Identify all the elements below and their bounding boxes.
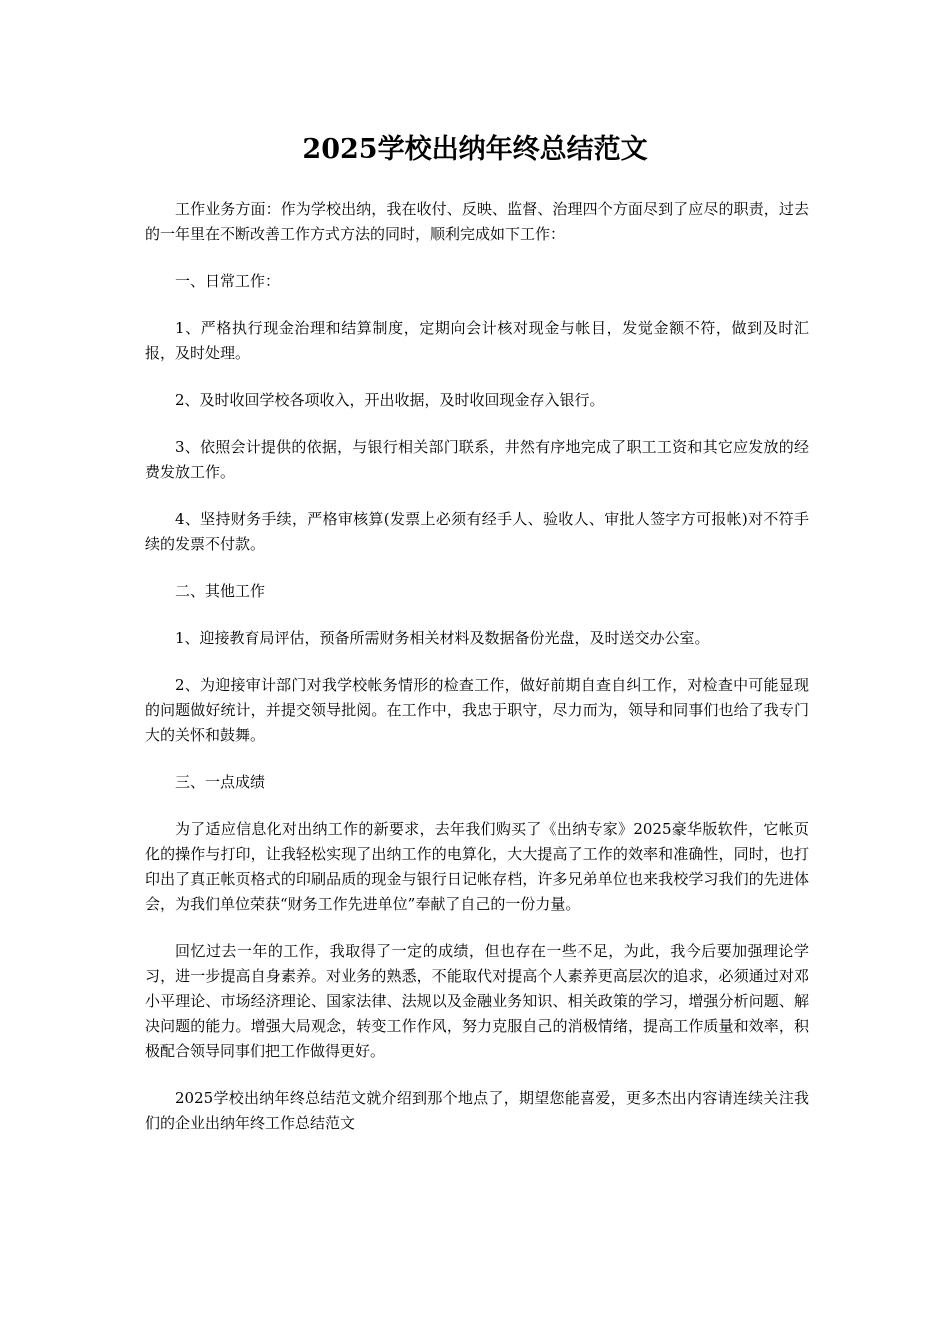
section-heading-achievements: 三、一点成绩	[175, 773, 266, 791]
paragraph-other-1: 1、迎接教育局评估，预备所需财务相关材料及数据备份光盘，及时送交办公室。	[175, 629, 710, 647]
paragraph-review: 回忆过去一年的工作，我取得了一定的成绩，但也存在一些不足，为此，我今后要加强理论学习，进一步提高自身素养。对业务的熟悉，不能取代对提高个人素养更高层次的追求，必须通过对邓小平理论、市场经济理论、国家法律、法规以及金融业务知识、相关政策的学习，增强分析问题、解决问题的能力。增强大局观念，转变工作作风，努力克服自己的消极情绪，提高工作质量和效率，积极配合领导同事们把工作做得更好。	[145, 942, 809, 1060]
section-heading-daily-work: 一、日常工作：	[175, 272, 281, 290]
paragraph-intro: 工作业务方面：作为学校出纳，我在收付、反映、监督、治理四个方面尽到了应尽的职责，过去的一年里在不断改善工作方式方法的同时，顺利完成如下工作：	[145, 200, 809, 243]
section-heading-other-work: 二、其他工作	[175, 582, 266, 600]
document-title: 2025学校出纳年终总结范文	[302, 134, 648, 165]
paragraph-daily-1: 1、严格执行现金治理和结算制度，定期向会计核对现金与帐目，发觉金额不符，做到及时汇报，及时处理。	[145, 319, 809, 362]
paragraph-other-2: 2、为迎接审计部门对我学校帐务情形的检查工作，做好前期自查自纠工作，对检查中可能显现的问题做好统计，并提交领导批阅。在工作中，我忠于职守，尽力而为，领导和同事们也给了我专门大的关怀和鼓舞。	[145, 676, 809, 744]
document-body	[145, 197, 809, 1158]
paragraph-daily-2: 2、及时收回学校各项收入，开出收据，及时收回现金存入银行。	[175, 391, 605, 409]
paragraph-daily-4: 4、坚持财务手续，严格审核算(发票上必须有经手人、验收人、审批人签字方可报帐)对不符手续的发票不付款。	[145, 510, 809, 553]
paragraph-closing: 2025学校出纳年终总结范文就介绍到那个地点了，期望您能喜爱，更多杰出内容请连续关注我们的企业出纳年终工作总结范文	[145, 1089, 809, 1132]
paragraph-achievements: 为了适应信息化对出纳工作的新要求，去年我们购买了《出纳专家》2025豪华版软件，它帐页化的操作与打印，让我轻松实现了出纳工作的电算化，大大提高了工作的效率和准确性，同时，也打印出了真正帐页格式的印刷品质的现金与银行日记帐存档，许多兄弟单位也来我校学习我们的先进体会，为我们单位荣获“财务工作先进单位”奉献了自己的一份力量。	[145, 820, 809, 913]
paragraph-daily-3: 3、依照会计提供的依据，与银行相关部门联系，井然有序地完成了职工工资和其它应发放的经费发放工作。	[145, 438, 809, 481]
